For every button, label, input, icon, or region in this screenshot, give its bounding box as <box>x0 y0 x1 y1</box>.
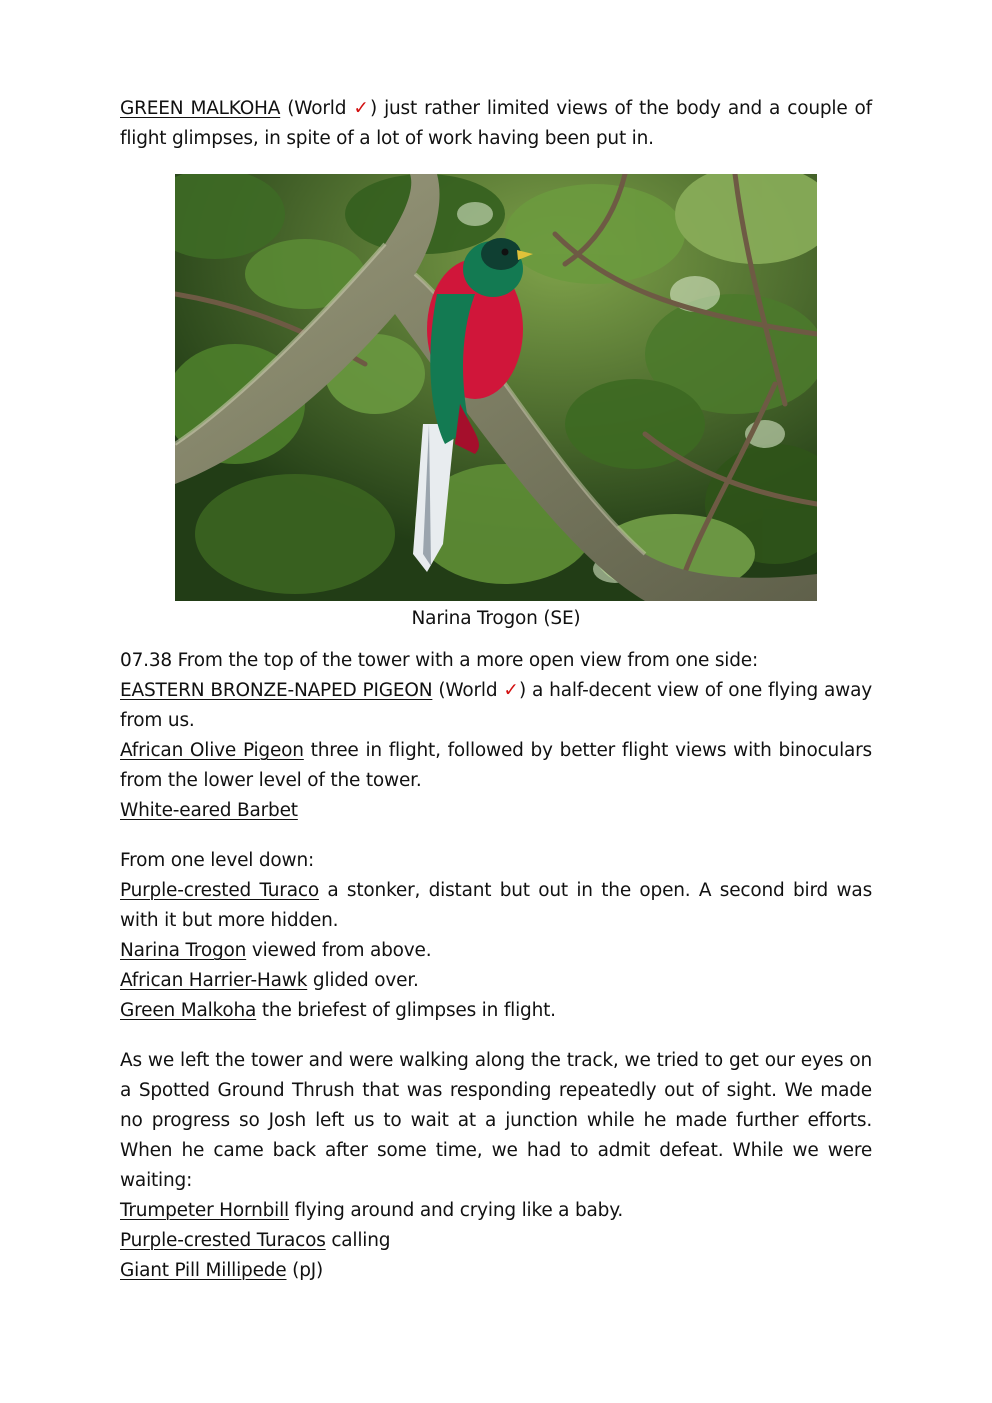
species-name: Giant Pill Millipede <box>120 1260 287 1281</box>
species-name: GREEN MALKOHA <box>120 98 281 119</box>
track-paragraph: As we left the tower and were walking along the track, we tried to get our eyes on a Spotted Ground Thrush that was responding repeatedly out of sight. We made no progress so Josh left us to wait at a junction while he made further efforts. When he came back after some time, we had to admit defeat. While we were waiting: <box>120 1050 872 1191</box>
document-page <box>120 94 872 1286</box>
tower-heading: 07.38 From the top of the tower with a more open view from one side: <box>120 650 758 671</box>
world-tick-icon: ✓ <box>503 680 520 701</box>
photo-caption: Narina Trogon (SE) <box>411 608 581 629</box>
world-tick-icon: ✓ <box>353 98 371 119</box>
species-name: White-eared Barbet <box>120 800 298 821</box>
list-item: African Olive Pigeon three in flight, followed by better flight views with binoculars from the lower level of the tower. <box>120 740 872 791</box>
species-name: Trumpeter Hornbill <box>120 1200 289 1221</box>
list-item: Purple-crested Turaco a stonker, distant but out in the open. A second bird was with it but more hidden. <box>120 880 873 931</box>
narina-trogon-photo <box>175 174 817 601</box>
list-item: African Harrier-Hawk glided over. <box>120 970 419 991</box>
species-name: Purple-crested Turaco <box>120 880 319 901</box>
photo <box>175 174 817 601</box>
list-item <box>120 796 872 826</box>
list-item: EASTERN BRONZE-NAPED PIGEON (World ✓) a half-decent view of one flying away from us. <box>120 680 872 731</box>
list-item: Giant Pill Millipede (pJ) <box>120 1260 324 1281</box>
species-name: EASTERN BRONZE-NAPED PIGEON <box>120 680 433 701</box>
list-item: Trumpeter Hornbill flying around and crying like a baby. <box>120 1200 624 1221</box>
lower-heading: From one level down: <box>120 850 315 871</box>
list-item: Purple-crested Turacos calling <box>120 1230 391 1251</box>
species-name: Green Malkoha <box>120 1000 257 1021</box>
species-name: Narina Trogon <box>120 940 247 961</box>
list-item: Green Malkoha the briefest of glimpses in flight. <box>120 1000 556 1021</box>
species-name: African Olive Pigeon <box>120 740 304 761</box>
species-name: African Harrier-Hawk <box>120 970 308 991</box>
intro-paragraph: GREEN MALKOHA (World ✓) just rather limited views of the body and a couple of flight glimpses, in spite of a lot of work having been put in. <box>120 98 872 149</box>
list-item: Narina Trogon viewed from above. <box>120 940 432 961</box>
species-name: Purple-crested Turacos <box>120 1230 326 1251</box>
